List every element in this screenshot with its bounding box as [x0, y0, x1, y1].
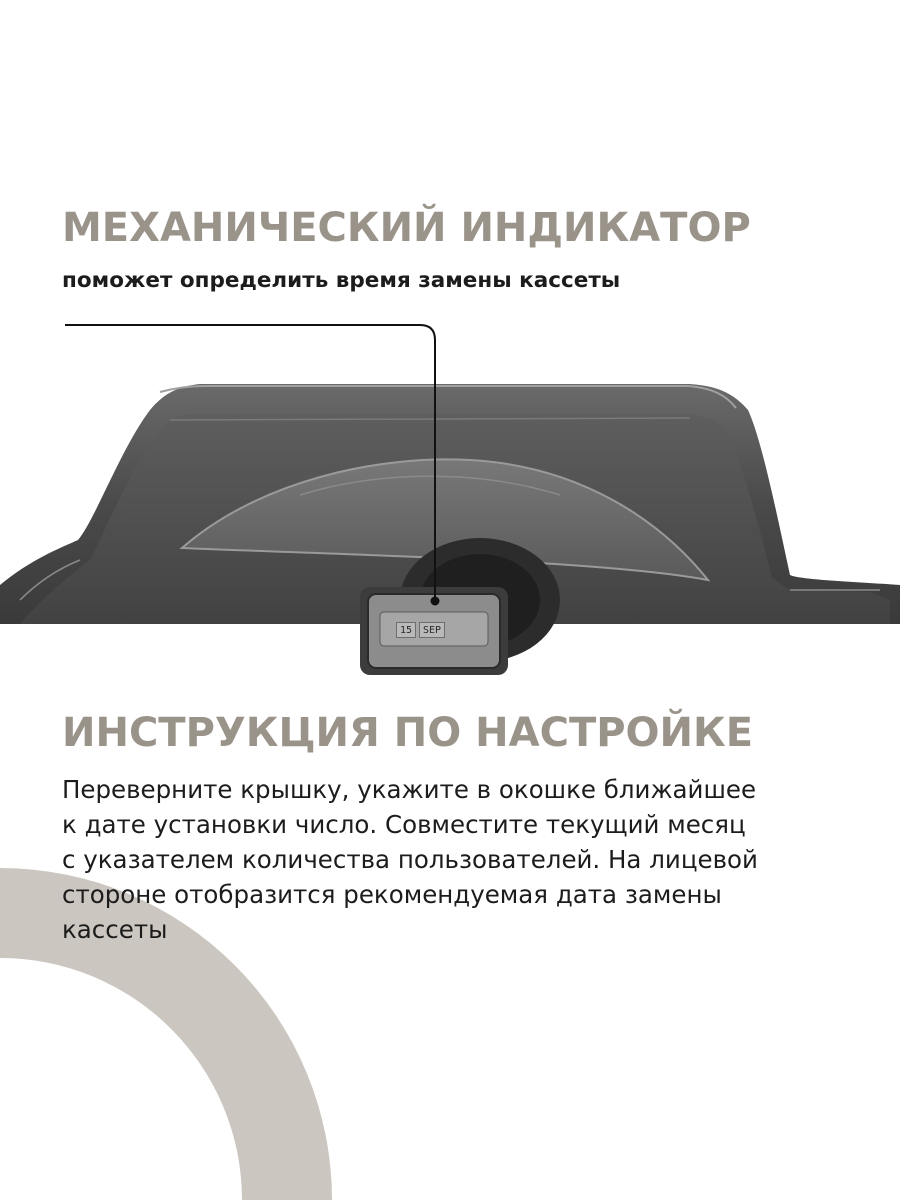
indicator-subtitle: поможет определить время замены кассеты: [62, 268, 621, 293]
instructions-text: Переверните крышку, укажите в окошке ближайшее к дате установки число. Совместите текущий месяц с указателем количества пользователей. На лицевой стороне отобразится рекомендуемая дата замены кассеты: [62, 775, 758, 944]
lid-illustration: [0, 320, 900, 680]
indicator-title: МЕХАНИЧЕСКИЙ ИНДИКАТОР: [62, 205, 751, 251]
instructions-title: ИНСТРУКЦИЯ ПО НАСТРОЙКЕ: [62, 710, 754, 756]
indicator-day: 15: [396, 622, 416, 638]
indicator-month: SEP: [419, 622, 445, 638]
